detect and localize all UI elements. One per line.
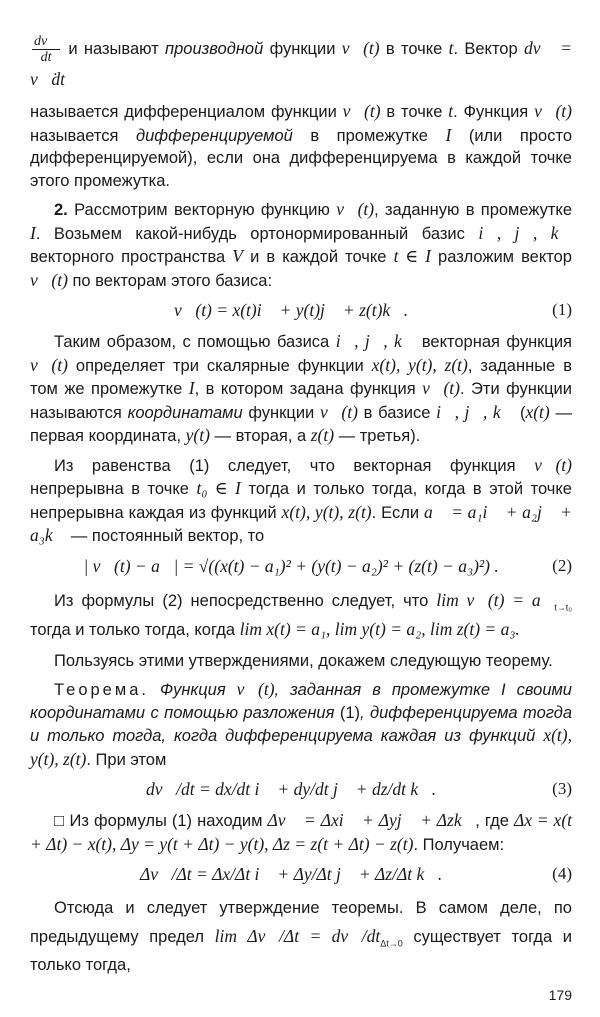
text: . Функция <box>453 103 535 122</box>
paragraph-coordinates <box>30 330 572 448</box>
math: V <box>232 246 243 267</box>
limit-subscript: Δt→0 <box>380 938 403 949</box>
text: . Вектор <box>453 40 524 58</box>
paragraph-continuity <box>30 454 572 548</box>
text: — третья). <box>334 427 421 446</box>
text: Таким образом, с помощью базиса <box>54 333 336 352</box>
text: Из равенства (1) следует, что векторная функция <box>54 456 535 475</box>
math: i⃗, j⃗, k⃗ <box>335 331 416 352</box>
math: t ∈ I <box>393 246 431 267</box>
text: , дифференцируема тогда и только тогда, когда дифференцируема каждая из функций <box>30 703 572 746</box>
text: непрерывна в точке <box>30 480 197 499</box>
math: Δx = x(t + Δt) − x(t), Δy = y(t + Δt) − y(t), Δz = z(t + Δt) − z(t) <box>30 810 573 854</box>
text: по векторам этого базиса: <box>67 271 273 290</box>
text: Функция <box>148 681 237 700</box>
text: называется дифференциалом функции <box>30 103 343 122</box>
equation-4 <box>30 862 572 886</box>
paragraph-lead-in: Пользуясь этими утверждениями, докажем следующую теорему. <box>54 651 553 670</box>
math: x(t) <box>525 401 550 422</box>
text: определяет три скалярные функции <box>67 356 372 375</box>
math: y(t) <box>185 425 210 446</box>
math: v⃗(t) <box>336 199 375 220</box>
math: dv⃗ = v⃗̇dt <box>30 38 572 90</box>
math: I <box>445 124 452 145</box>
proof-start-icon: □ <box>54 812 65 831</box>
section-number: 2. <box>54 201 68 220</box>
text: . Если <box>371 503 424 522</box>
text: называется <box>30 126 137 145</box>
equation-number: (3) <box>552 779 572 799</box>
math: x(t), y(t), z(t) <box>371 354 468 375</box>
theorem <box>30 678 572 771</box>
math: I <box>30 222 36 243</box>
formula: Δv⃗/Δt = Δx/Δt i⃗ + Δy/Δt j⃗ + Δz/Δt k⃗. <box>139 864 443 885</box>
text: , в котором задана функция <box>194 380 423 399</box>
text: , заданную в промежутке <box>374 201 572 220</box>
formula: v⃗(t) = x(t)i⃗ + y(t)j⃗ + z(t)k⃗. <box>173 300 409 321</box>
numerator: dv⃗ <box>34 34 59 50</box>
paragraph-limits <box>30 586 572 644</box>
theorem-label: Теорема. <box>54 681 149 700</box>
text: и в каждой точке <box>243 248 394 267</box>
text: разложим вектор <box>430 248 572 267</box>
math: lim v⃗(t) = a⃗ <box>436 589 555 610</box>
equation-1 <box>30 298 572 322</box>
text: в промежутке <box>292 126 446 145</box>
text: в базисе <box>357 403 437 422</box>
text: — вторая, а <box>209 427 311 446</box>
paragraph-section-2 <box>30 198 572 292</box>
math: a⃗ = a₁i⃗ + a₂j⃗ + a₃k⃗ <box>30 501 572 546</box>
text: . Возьмем какой-нибудь ортонормированный базис <box>35 224 479 243</box>
text: Отсюда и следует утверждение теоремы. В самом деле, по предыдущему предел <box>30 899 572 947</box>
equation-number: (4) <box>552 864 572 884</box>
math: lim x(t) = a₁, lim y(t) = a₂, lim z(t) = a₃. <box>239 618 520 639</box>
math: i⃗, j⃗, k⃗ <box>478 222 572 243</box>
math: v⃗(t) <box>534 101 572 122</box>
denominator: dt <box>40 50 52 66</box>
text: . Получаем: <box>413 835 505 854</box>
math: Δv⃗ = Δxi⃗ + Δyj⃗ + Δzk⃗ <box>267 810 476 831</box>
text: в точке <box>379 40 449 58</box>
math: lim Δv⃗/Δt = dv⃗/dt <box>214 926 381 947</box>
text: . Эти функции называются <box>30 380 572 422</box>
math: v⃗(t) <box>342 101 381 122</box>
text: и называют <box>62 40 166 58</box>
line-derivative-definition <box>30 34 572 94</box>
text: существует тогда и только тогда, <box>30 928 572 975</box>
math: I <box>188 378 195 399</box>
equation-number: (1) <box>552 300 572 320</box>
paragraph-conclusion <box>30 894 572 979</box>
math: x(t), y(t), z(t) <box>30 725 572 769</box>
text: (или просто дифференцируемой), если она дифференцируема в каждой точке этого промежутка. <box>30 126 572 190</box>
math: t <box>448 38 454 58</box>
text: тогда и только тогда, когда в этой точке непрерывна каждая из функций <box>30 480 572 522</box>
term-differentiable: дифференцируемой <box>136 126 293 145</box>
text: Из формулы (2) непосредственно следует, что <box>54 591 437 610</box>
math: v⃗(t) <box>30 354 68 375</box>
text: (1) <box>339 703 360 722</box>
math: v⃗(t) <box>236 679 275 700</box>
text: Из формулы (1) находим <box>64 812 268 831</box>
text: , заданная в промежутке I своими координатами с помощью разложения <box>30 681 572 722</box>
math: v⃗(t) <box>341 38 380 58</box>
text: в точке <box>380 103 449 122</box>
paragraph-differential <box>30 100 572 192</box>
equation-2 <box>30 554 572 578</box>
text: , где <box>475 812 514 831</box>
text: векторная функция <box>415 333 572 352</box>
term-derivative: производной <box>165 40 264 58</box>
text: ( <box>514 403 526 422</box>
math: v⃗(t) <box>30 269 68 290</box>
math: v⃗(t) <box>320 401 358 422</box>
term-coordinates: координатами <box>127 403 243 422</box>
formula: dv⃗/dt = dx/dt i⃗ + dy/dt j⃗ + dz/dt k⃗. <box>146 779 437 800</box>
math: z(t) <box>310 425 335 446</box>
text: тогда и только тогда, когда <box>30 620 240 639</box>
formula: | v⃗(t) − a⃗| = √((x(t) − a₁)² + (y(t) − a₂)² + (z(t) − a₃)²) . <box>83 555 499 576</box>
page-number: 179 <box>548 987 572 1004</box>
math: v⃗(t) <box>534 454 572 475</box>
math: i⃗, j⃗, k⃗ <box>436 401 515 422</box>
fraction-dv-dt <box>32 34 60 65</box>
text: функции <box>242 403 320 422</box>
paragraph-proof <box>30 809 572 856</box>
limit-subscript: t→t₀ <box>554 601 572 612</box>
equation-number: (2) <box>552 555 572 575</box>
text: — постоянный вектор, то <box>66 527 265 546</box>
equation-3 <box>30 777 572 801</box>
math: t <box>448 101 454 122</box>
text: — первая координата, <box>30 403 572 446</box>
text: векторного пространства <box>30 248 233 267</box>
math: v⃗(t) <box>422 378 460 399</box>
text: Рассмотрим векторную функцию <box>67 201 337 220</box>
text: , заданные в том же промежутке <box>30 356 572 399</box>
math: x(t), y(t), z(t) <box>281 501 372 522</box>
math: t₀ ∈ I <box>196 478 241 499</box>
text: функции <box>263 40 342 58</box>
text: . При этом <box>86 750 167 769</box>
